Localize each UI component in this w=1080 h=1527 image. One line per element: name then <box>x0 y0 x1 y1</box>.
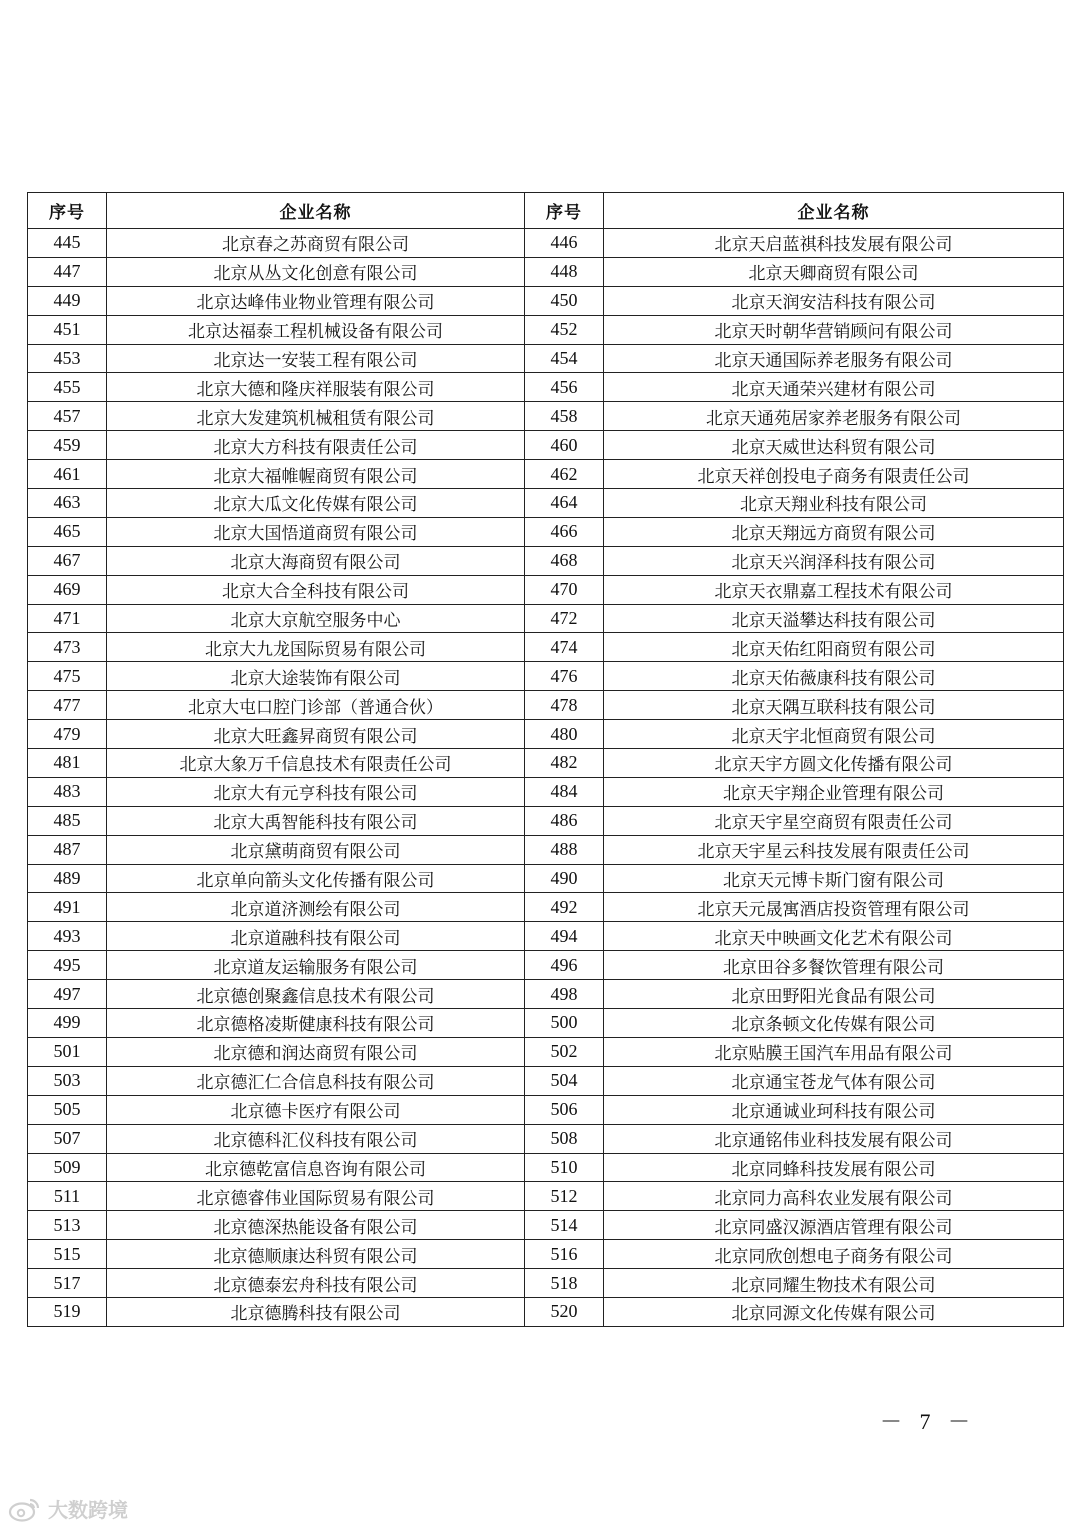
company-name-right-cell: 北京天通苑居家养老服务有限公司 <box>604 402 1064 431</box>
company-name-right-cell: 北京天佑薇康科技有限公司 <box>604 662 1064 691</box>
header-name-right: 企业名称 <box>604 193 1064 229</box>
table-row <box>28 315 1064 344</box>
table-row <box>28 575 1064 604</box>
seq-right-cell: 468 <box>525 546 604 575</box>
company-name-left-cell: 北京大屯口腔门诊部（普通合伙） <box>107 691 525 720</box>
company-name-left-cell: 北京大德和隆庆祥服装有限公司 <box>107 373 525 402</box>
company-name-right-cell: 北京同力高科农业发展有限公司 <box>604 1182 1064 1211</box>
company-name-right-cell: 北京同欣创想电子商务有限公司 <box>604 1240 1064 1269</box>
seq-right-cell: 488 <box>525 835 604 864</box>
seq-left-cell: 519 <box>28 1297 107 1326</box>
company-name-left-cell: 北京道友运输服务有限公司 <box>107 951 525 980</box>
company-name-right-cell: 北京天中映画文化艺术有限公司 <box>604 922 1064 951</box>
seq-right-cell: 480 <box>525 720 604 749</box>
seq-right-cell: 514 <box>525 1211 604 1240</box>
seq-right-cell: 454 <box>525 344 604 373</box>
seq-left-cell: 469 <box>28 575 107 604</box>
table-row <box>28 1182 1064 1211</box>
header-seq-right: 序号 <box>525 193 604 229</box>
company-name-right-cell: 北京天启蓝祺科技发展有限公司 <box>604 229 1064 258</box>
table-row <box>28 1211 1064 1240</box>
seq-right-cell: 456 <box>525 373 604 402</box>
company-name-right-cell: 北京通宝苍龙气体有限公司 <box>604 1066 1064 1095</box>
seq-left-cell: 515 <box>28 1240 107 1269</box>
seq-left-cell: 475 <box>28 662 107 691</box>
company-name-left-cell: 北京大九龙国际贸易有限公司 <box>107 633 525 662</box>
company-name-right-cell: 北京同盛汉源酒店管理有限公司 <box>604 1211 1064 1240</box>
table-row <box>28 1095 1064 1124</box>
seq-left-cell: 463 <box>28 489 107 518</box>
company-name-right-cell: 北京天宇翔企业管理有限公司 <box>604 777 1064 806</box>
seq-right-cell: 490 <box>525 864 604 893</box>
company-name-right-cell: 北京贴膜王国汽车用品有限公司 <box>604 1037 1064 1066</box>
company-name-left-cell: 北京德格凌斯健康科技有限公司 <box>107 1009 525 1038</box>
company-name-right-cell: 北京天隅互联科技有限公司 <box>604 691 1064 720</box>
table-row <box>28 489 1064 518</box>
company-name-left-cell: 北京德卡医疗有限公司 <box>107 1095 525 1124</box>
seq-right-cell: 520 <box>525 1297 604 1326</box>
company-name-right-cell: 北京同源文化传媒有限公司 <box>604 1297 1064 1326</box>
company-name-right-cell: 北京天溢攀达科技有限公司 <box>604 604 1064 633</box>
table-row <box>28 229 1064 258</box>
seq-right-cell: 494 <box>525 922 604 951</box>
company-name-left-cell: 北京达福泰工程机械设备有限公司 <box>107 315 525 344</box>
table-row <box>28 460 1064 489</box>
seq-right-cell: 486 <box>525 806 604 835</box>
seq-left-cell: 471 <box>28 604 107 633</box>
company-name-right-cell: 北京田野阳光食品有限公司 <box>604 980 1064 1009</box>
company-name-right-cell: 北京天宇星空商贸有限责任公司 <box>604 806 1064 835</box>
seq-left-cell: 477 <box>28 691 107 720</box>
company-name-left-cell: 北京德创聚鑫信息技术有限公司 <box>107 980 525 1009</box>
seq-left-cell: 457 <box>28 402 107 431</box>
seq-left-cell: 491 <box>28 893 107 922</box>
company-name-left-cell: 北京大发建筑机械租赁有限公司 <box>107 402 525 431</box>
company-name-left-cell: 北京大方科技有限责任公司 <box>107 431 525 460</box>
company-name-right-cell: 北京天元晟寓酒店投资管理有限公司 <box>604 893 1064 922</box>
table-header-row <box>28 193 1064 229</box>
table-row <box>28 517 1064 546</box>
seq-right-cell: 460 <box>525 431 604 460</box>
company-name-right-cell: 北京天宇星云科技发展有限责任公司 <box>604 835 1064 864</box>
seq-right-cell: 496 <box>525 951 604 980</box>
table-row <box>28 633 1064 662</box>
table-row <box>28 662 1064 691</box>
company-name-right-cell: 北京通铭伟业科技发展有限公司 <box>604 1124 1064 1153</box>
company-name-left-cell: 北京大海商贸有限公司 <box>107 546 525 575</box>
seq-right-cell: 450 <box>525 286 604 315</box>
company-name-left-cell: 北京单向箭头文化传播有限公司 <box>107 864 525 893</box>
table-row <box>28 286 1064 315</box>
company-name-left-cell: 北京大合全科技有限公司 <box>107 575 525 604</box>
table-row <box>28 402 1064 431</box>
seq-right-cell: 512 <box>525 1182 604 1211</box>
table-row <box>28 1066 1064 1095</box>
seq-left-cell: 451 <box>28 315 107 344</box>
company-name-left-cell: 北京大途装饰有限公司 <box>107 662 525 691</box>
company-name-right-cell: 北京通诚业珂科技有限公司 <box>604 1095 1064 1124</box>
company-name-left-cell: 北京德腾科技有限公司 <box>107 1297 525 1326</box>
seq-left-cell: 493 <box>28 922 107 951</box>
company-table <box>27 192 1064 1327</box>
company-name-left-cell: 北京德汇仁合信息科技有限公司 <box>107 1066 525 1095</box>
table-row <box>28 1153 1064 1182</box>
table-row <box>28 1124 1064 1153</box>
seq-left-cell: 499 <box>28 1009 107 1038</box>
table-row <box>28 1037 1064 1066</box>
seq-right-cell: 466 <box>525 517 604 546</box>
seq-right-cell: 474 <box>525 633 604 662</box>
company-name-left-cell: 北京大有元亨科技有限公司 <box>107 777 525 806</box>
seq-left-cell: 461 <box>28 460 107 489</box>
company-name-left-cell: 北京德科汇仪科技有限公司 <box>107 1124 525 1153</box>
table-row <box>28 980 1064 1009</box>
seq-right-cell: 484 <box>525 777 604 806</box>
company-name-left-cell: 北京达峰伟业物业管理有限公司 <box>107 286 525 315</box>
company-name-left-cell: 北京达一安装工程有限公司 <box>107 344 525 373</box>
seq-right-cell: 462 <box>525 460 604 489</box>
seq-left-cell: 489 <box>28 864 107 893</box>
company-name-right-cell: 北京天元博卡斯门窗有限公司 <box>604 864 1064 893</box>
table-row <box>28 777 1064 806</box>
seq-left-cell: 517 <box>28 1269 107 1298</box>
seq-right-cell: 470 <box>525 575 604 604</box>
table-row <box>28 749 1064 778</box>
seq-right-cell: 506 <box>525 1095 604 1124</box>
company-name-right-cell: 北京天佑红阳商贸有限公司 <box>604 633 1064 662</box>
seq-left-cell: 453 <box>28 344 107 373</box>
table-row <box>28 720 1064 749</box>
seq-right-cell: 472 <box>525 604 604 633</box>
company-name-right-cell: 北京天威世达科贸有限公司 <box>604 431 1064 460</box>
seq-left-cell: 503 <box>28 1066 107 1095</box>
table-row <box>28 1269 1064 1298</box>
seq-left-cell: 507 <box>28 1124 107 1153</box>
seq-right-cell: 482 <box>525 749 604 778</box>
company-name-left-cell: 北京德深热能设备有限公司 <box>107 1211 525 1240</box>
company-name-right-cell: 北京天宇北恒商贸有限公司 <box>604 720 1064 749</box>
table-row <box>28 864 1064 893</box>
company-name-left-cell: 北京大京航空服务中心 <box>107 604 525 633</box>
seq-right-cell: 464 <box>525 489 604 518</box>
seq-left-cell: 495 <box>28 951 107 980</box>
seq-left-cell: 497 <box>28 980 107 1009</box>
header-seq-left: 序号 <box>28 193 107 229</box>
seq-left-cell: 473 <box>28 633 107 662</box>
table-body <box>28 229 1064 1327</box>
seq-left-cell: 455 <box>28 373 107 402</box>
seq-right-cell: 476 <box>525 662 604 691</box>
company-name-left-cell: 北京德乾富信息咨询有限公司 <box>107 1153 525 1182</box>
seq-right-cell: 508 <box>525 1124 604 1153</box>
company-name-left-cell: 北京大国悟道商贸有限公司 <box>107 517 525 546</box>
table-row <box>28 257 1064 286</box>
seq-right-cell: 492 <box>525 893 604 922</box>
company-name-left-cell: 北京黛萌商贸有限公司 <box>107 835 525 864</box>
table-row <box>28 1240 1064 1269</box>
company-name-right-cell: 北京天通国际养老服务有限公司 <box>604 344 1064 373</box>
seq-right-cell: 448 <box>525 257 604 286</box>
table-row <box>28 922 1064 951</box>
seq-right-cell: 518 <box>525 1269 604 1298</box>
company-name-right-cell: 北京田谷多餐饮管理有限公司 <box>604 951 1064 980</box>
company-name-right-cell: 北京天润安洁科技有限公司 <box>604 286 1064 315</box>
company-name-right-cell: 北京天翔远方商贸有限公司 <box>604 517 1064 546</box>
seq-right-cell: 446 <box>525 229 604 258</box>
company-name-left-cell: 北京德和润达商贸有限公司 <box>107 1037 525 1066</box>
table-row <box>28 893 1064 922</box>
seq-left-cell: 465 <box>28 517 107 546</box>
seq-right-cell: 498 <box>525 980 604 1009</box>
company-name-left-cell: 北京大福帷幄商贸有限公司 <box>107 460 525 489</box>
seq-left-cell: 483 <box>28 777 107 806</box>
company-name-right-cell: 北京天兴润泽科技有限公司 <box>604 546 1064 575</box>
seq-right-cell: 510 <box>525 1153 604 1182</box>
company-name-left-cell: 北京道济测绘有限公司 <box>107 893 525 922</box>
company-name-right-cell: 北京天卿商贸有限公司 <box>604 257 1064 286</box>
table-row <box>28 546 1064 575</box>
seq-left-cell: 501 <box>28 1037 107 1066</box>
seq-left-cell: 459 <box>28 431 107 460</box>
table-row <box>28 373 1064 402</box>
table-row <box>28 806 1064 835</box>
table-row <box>28 344 1064 373</box>
seq-right-cell: 452 <box>525 315 604 344</box>
weibo-icon <box>8 1495 42 1523</box>
seq-left-cell: 481 <box>28 749 107 778</box>
seq-left-cell: 445 <box>28 229 107 258</box>
seq-right-cell: 478 <box>525 691 604 720</box>
table-row <box>28 951 1064 980</box>
table-row <box>28 835 1064 864</box>
seq-left-cell: 467 <box>28 546 107 575</box>
company-name-left-cell: 北京德睿伟业国际贸易有限公司 <box>107 1182 525 1211</box>
watermark-text: 大数跨境 <box>48 1498 128 1522</box>
company-name-left-cell: 北京道融科技有限公司 <box>107 922 525 951</box>
company-name-right-cell: 北京天时朝华营销顾问有限公司 <box>604 315 1064 344</box>
table-row <box>28 1297 1064 1326</box>
company-name-left-cell: 北京从丛文化创意有限公司 <box>107 257 525 286</box>
seq-right-cell: 502 <box>525 1037 604 1066</box>
company-name-right-cell: 北京天通荣兴建材有限公司 <box>604 373 1064 402</box>
seq-right-cell: 516 <box>525 1240 604 1269</box>
company-name-right-cell: 北京条顿文化传媒有限公司 <box>604 1009 1064 1038</box>
company-name-right-cell: 北京同耀生物技术有限公司 <box>604 1269 1064 1298</box>
seq-left-cell: 509 <box>28 1153 107 1182</box>
company-name-left-cell: 北京大象万千信息技术有限责任公司 <box>107 749 525 778</box>
company-name-left-cell: 北京春之苏商贸有限公司 <box>107 229 525 258</box>
seq-left-cell: 511 <box>28 1182 107 1211</box>
watermark <box>8 1494 128 1523</box>
seq-left-cell: 485 <box>28 806 107 835</box>
page-number: － 7 － <box>880 1409 977 1434</box>
company-name-left-cell: 北京德泰宏舟科技有限公司 <box>107 1269 525 1298</box>
table-row <box>28 691 1064 720</box>
company-name-left-cell: 北京大旺鑫昇商贸有限公司 <box>107 720 525 749</box>
company-name-left-cell: 北京德顺康达科贸有限公司 <box>107 1240 525 1269</box>
company-name-left-cell: 北京大瓜文化传媒有限公司 <box>107 489 525 518</box>
seq-left-cell: 505 <box>28 1095 107 1124</box>
table-row <box>28 604 1064 633</box>
seq-left-cell: 449 <box>28 286 107 315</box>
seq-left-cell: 479 <box>28 720 107 749</box>
company-name-left-cell: 北京大禹智能科技有限公司 <box>107 806 525 835</box>
header-name-left: 企业名称 <box>107 193 525 229</box>
company-name-right-cell: 北京天祥创投电子商务有限责任公司 <box>604 460 1064 489</box>
table-row <box>28 1009 1064 1038</box>
seq-right-cell: 458 <box>525 402 604 431</box>
company-name-right-cell: 北京同蜂科技发展有限公司 <box>604 1153 1064 1182</box>
seq-right-cell: 500 <box>525 1009 604 1038</box>
table-row <box>28 431 1064 460</box>
seq-right-cell: 504 <box>525 1066 604 1095</box>
company-name-right-cell: 北京天宇方圆文化传播有限公司 <box>604 749 1064 778</box>
seq-left-cell: 447 <box>28 257 107 286</box>
seq-left-cell: 487 <box>28 835 107 864</box>
company-name-right-cell: 北京天翔业科技有限公司 <box>604 489 1064 518</box>
seq-left-cell: 513 <box>28 1211 107 1240</box>
company-name-right-cell: 北京天衣鼎嘉工程技术有限公司 <box>604 575 1064 604</box>
